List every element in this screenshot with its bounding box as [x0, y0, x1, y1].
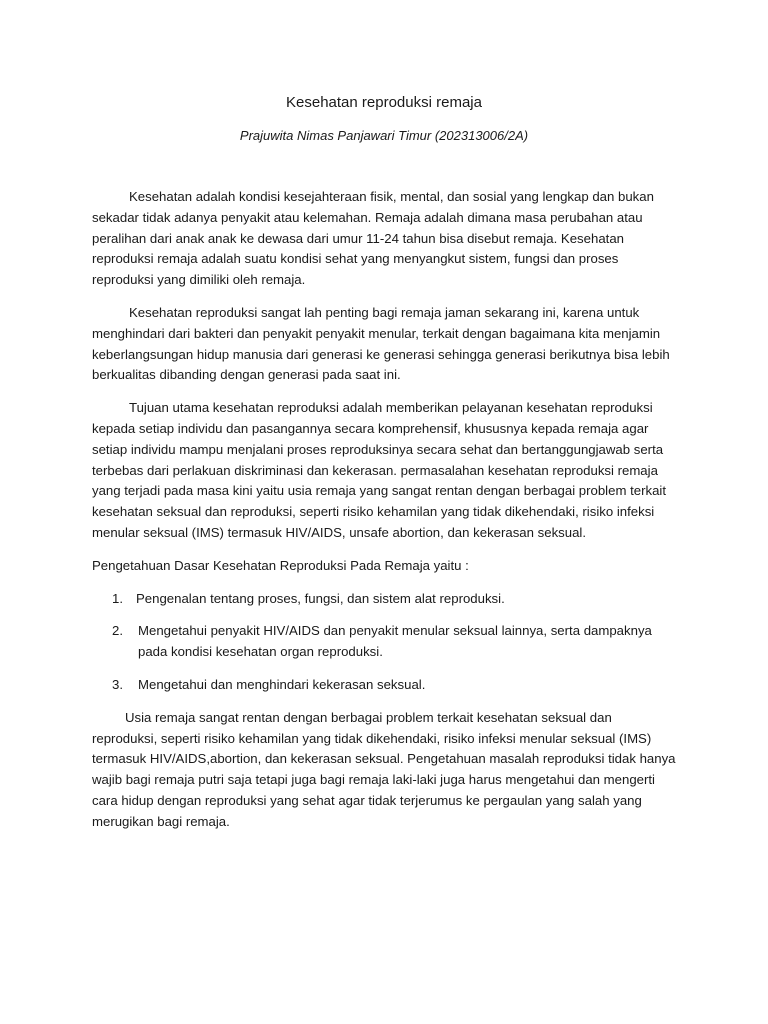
paragraph-3: Tujuan utama kesehatan reproduksi adalah memberikan pelayanan kesehatan reproduksi kepada setiap individu dan pasangannya secara komprehensif, khususnya kepada remaja agar setiap individu mampu menjalani proses reproduksinya secara sehat dan bertanggungjawab serta terbebas dari perlakuan diskriminasi dan kekerasan. permasalahan kesehatan reproduksi remaja yang terjadi pada masa kini yaitu usia remaja yang sangat rentan dengan berbagai problem terkait kesehatan seksual dan reproduksi, seperti risiko kehamilan yang tidak dikehendaki, risiko infeksi menular seksual (IMS) termasuk HIV/AIDS, unsafe abortion, dan kekerasan seksual.: [92, 400, 667, 540]
list-item-text: Pengenalan tentang proses, fungsi, dan sistem alat reproduksi.: [136, 590, 505, 606]
list-item-text: Mengetahui dan menghindari kekerasan seksual.: [138, 676, 426, 692]
list-item-text: Mengetahui penyakit HIV/AIDS dan penyakit menular seksual lainnya, serta dampaknya pada kondisi kesehatan organ reproduksi.: [138, 623, 652, 660]
paragraph-1: Kesehatan adalah kondisi kesejahteraan fisik, mental, dan sosial yang lengkap dan bukan sekadar tidak adanya penyakit atau kelemahan. Remaja adalah dimana masa perubahan atau peralihan dari anak anak ke dewasa dari umur 11-24 tahun bisa disebut remaja. Kesehatan reproduksi remaja adalah suatu kondisi sehat yang menyangkut sistem, fungsi dan proses reproduksi yang dimiliki oleh remaja.: [92, 189, 654, 288]
list-item-number: 3.: [112, 676, 123, 692]
list-item: [92, 621, 676, 663]
list-item-number: 2.: [112, 623, 123, 639]
list-item: [92, 675, 676, 696]
closing-paragraph: Usia remaja sangat rentan dengan berbagai problem terkait kesehatan seksual dan reproduksi, seperti risiko kehamilan yang tidak dikehendaki, risiko infeksi menular seksual (IMS) termasuk HIV/AIDS,abortion, dan kekerasan seksual. Pengetahuan masalah reproduksi tidak hanya wajib bagi remaja putri saja tetapi juga bagi remaja laki-laki juga harus mengetahui dan mengerti cara hidup dengan reproduksi yang sehat agar tidak terjerumus ke pergaulan yang salah yang merugikan bagi remaja.: [92, 709, 676, 829]
author-line: Prajuwita Nimas Panjawari Timur (202313006/2A): [239, 128, 529, 143]
paragraph-2: Kesehatan reproduksi sangat lah penting bagi remaja jaman sekarang ini, karena untuk menghindari dari bakteri dan penyakit penyakit menular, terkait dengan bagaimana kita menjamin keberlangsungan hidup manusia dari generasi ke generasi sehingga generasi berikutnya bisa lebih berkualitas dibanding dengan generasi pada saat ini.: [92, 304, 670, 383]
knowledge-list: [92, 589, 676, 696]
list-item: [92, 589, 676, 610]
document-title: Kesehatan reproduksi remaja: [286, 94, 482, 111]
list-intro: Pengetahuan Dasar Kesehatan Reproduksi Pada Remaja yaitu :: [92, 557, 469, 573]
list-item-number: 1.: [112, 590, 123, 606]
